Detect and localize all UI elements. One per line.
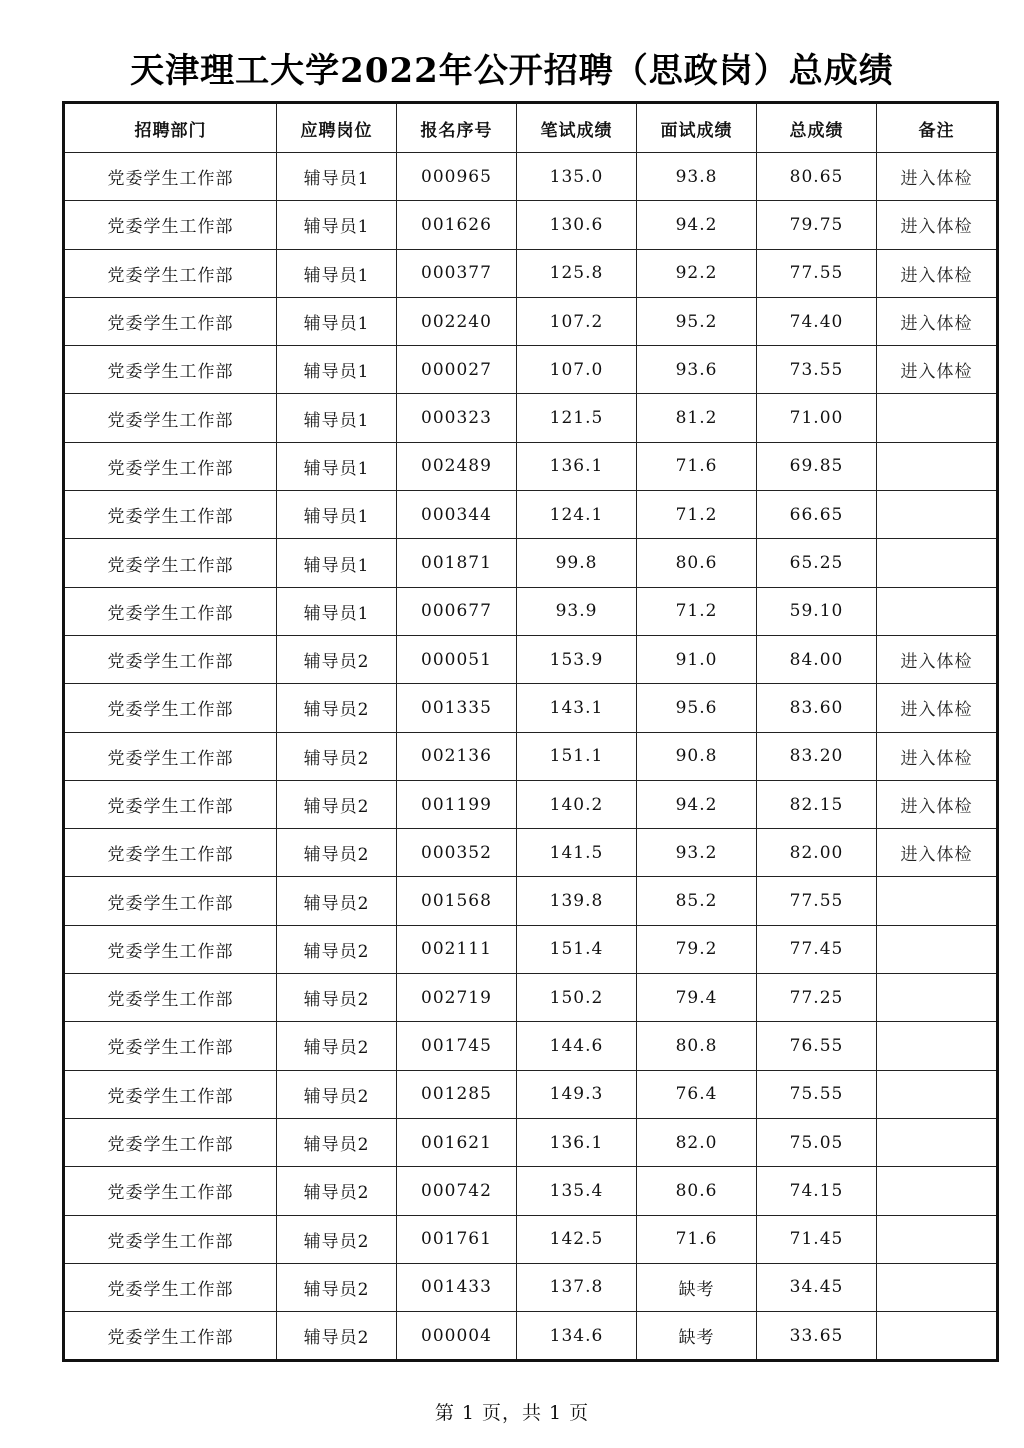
cell-interview: 95.6 xyxy=(637,684,757,732)
cell-total: 77.55 xyxy=(757,249,877,297)
cell-written: 149.3 xyxy=(517,1070,637,1118)
cell-interview: 缺考 xyxy=(637,1263,757,1311)
cell-note: 进入体检 xyxy=(877,780,998,828)
cell-dept: 党委学生工作部 xyxy=(64,539,277,587)
cell-note: 进入体检 xyxy=(877,829,998,877)
cell-position: 辅导员2 xyxy=(277,732,397,780)
cell-written: 135.0 xyxy=(517,153,637,201)
cell-position: 辅导员2 xyxy=(277,829,397,877)
cell-written: 151.1 xyxy=(517,732,637,780)
cell-total: 83.20 xyxy=(757,732,877,780)
cell-dept: 党委学生工作部 xyxy=(64,1022,277,1070)
cell-total: 34.45 xyxy=(757,1263,877,1311)
cell-position: 辅导员2 xyxy=(277,1022,397,1070)
cell-interview: 79.2 xyxy=(637,925,757,973)
cell-dept: 党委学生工作部 xyxy=(64,1312,277,1361)
cell-total: 74.15 xyxy=(757,1167,877,1215)
table-row xyxy=(64,1167,998,1215)
header-written: 笔试成绩 xyxy=(517,103,637,153)
table-row xyxy=(64,153,998,201)
cell-interview: 71.6 xyxy=(637,1215,757,1263)
cell-total: 77.25 xyxy=(757,974,877,1022)
cell-note: 进入体检 xyxy=(877,732,998,780)
cell-position: 辅导员1 xyxy=(277,153,397,201)
cell-total: 71.00 xyxy=(757,394,877,442)
table-row xyxy=(64,684,998,732)
cell-id: 001626 xyxy=(397,201,517,249)
cell-dept: 党委学生工作部 xyxy=(64,346,277,394)
cell-position: 辅导员1 xyxy=(277,442,397,490)
cell-written: 107.2 xyxy=(517,297,637,345)
cell-dept: 党委学生工作部 xyxy=(64,732,277,780)
cell-position: 辅导员2 xyxy=(277,877,397,925)
cell-dept: 党委学生工作部 xyxy=(64,394,277,442)
cell-written: 99.8 xyxy=(517,539,637,587)
cell-written: 136.1 xyxy=(517,1118,637,1166)
cell-note xyxy=(877,587,998,635)
cell-written: 141.5 xyxy=(517,829,637,877)
cell-interview: 93.6 xyxy=(637,346,757,394)
cell-id: 001433 xyxy=(397,1263,517,1311)
cell-interview: 76.4 xyxy=(637,1070,757,1118)
cell-id: 000323 xyxy=(397,394,517,442)
cell-interview: 71.2 xyxy=(637,491,757,539)
cell-interview: 92.2 xyxy=(637,249,757,297)
cell-id: 001335 xyxy=(397,684,517,732)
cell-note: 进入体检 xyxy=(877,684,998,732)
cell-total: 76.55 xyxy=(757,1022,877,1070)
cell-total: 77.45 xyxy=(757,925,877,973)
cell-position: 辅导员1 xyxy=(277,587,397,635)
table-row xyxy=(64,491,998,539)
cell-position: 辅导员1 xyxy=(277,249,397,297)
cell-written: 153.9 xyxy=(517,635,637,683)
cell-id: 002489 xyxy=(397,442,517,490)
cell-written: 151.4 xyxy=(517,925,637,973)
cell-total: 80.65 xyxy=(757,153,877,201)
table-row xyxy=(64,635,998,683)
cell-position: 辅导员1 xyxy=(277,297,397,345)
cell-note xyxy=(877,877,998,925)
cell-written: 142.5 xyxy=(517,1215,637,1263)
table-header-row xyxy=(64,103,998,153)
cell-position: 辅导员1 xyxy=(277,394,397,442)
table-row xyxy=(64,877,998,925)
cell-total: 75.05 xyxy=(757,1118,877,1166)
cell-position: 辅导员1 xyxy=(277,491,397,539)
cell-note xyxy=(877,442,998,490)
table-row xyxy=(64,297,998,345)
table-row xyxy=(64,1118,998,1166)
cell-total: 77.55 xyxy=(757,877,877,925)
cell-interview: 91.0 xyxy=(637,635,757,683)
cell-id: 001745 xyxy=(397,1022,517,1070)
cell-id: 000965 xyxy=(397,153,517,201)
cell-interview: 79.4 xyxy=(637,974,757,1022)
cell-total: 59.10 xyxy=(757,587,877,635)
cell-written: 121.5 xyxy=(517,394,637,442)
cell-position: 辅导员2 xyxy=(277,1118,397,1166)
table-row xyxy=(64,394,998,442)
cell-id: 000051 xyxy=(397,635,517,683)
table-row xyxy=(64,1022,998,1070)
cell-note xyxy=(877,1167,998,1215)
table-row xyxy=(64,539,998,587)
page-footer: 第 1 页，共 1 页 xyxy=(434,1402,590,1424)
cell-written: 125.8 xyxy=(517,249,637,297)
cell-position: 辅导员2 xyxy=(277,1070,397,1118)
cell-dept: 党委学生工作部 xyxy=(64,1167,277,1215)
cell-written: 136.1 xyxy=(517,442,637,490)
cell-interview: 93.2 xyxy=(637,829,757,877)
cell-id: 000377 xyxy=(397,249,517,297)
cell-total: 71.45 xyxy=(757,1215,877,1263)
cell-dept: 党委学生工作部 xyxy=(64,780,277,828)
table-row xyxy=(64,925,998,973)
cell-note xyxy=(877,1263,998,1311)
cell-interview: 93.8 xyxy=(637,153,757,201)
cell-note: 进入体检 xyxy=(877,201,998,249)
cell-note xyxy=(877,925,998,973)
cell-id: 000677 xyxy=(397,587,517,635)
cell-interview: 85.2 xyxy=(637,877,757,925)
cell-dept: 党委学生工作部 xyxy=(64,1118,277,1166)
cell-interview: 90.8 xyxy=(637,732,757,780)
cell-interview: 缺考 xyxy=(637,1312,757,1361)
cell-written: 135.4 xyxy=(517,1167,637,1215)
table-row xyxy=(64,201,998,249)
cell-note xyxy=(877,1118,998,1166)
cell-written: 124.1 xyxy=(517,491,637,539)
cell-note xyxy=(877,1070,998,1118)
table-row xyxy=(64,442,998,490)
header-total: 总成绩 xyxy=(757,103,877,153)
cell-dept: 党委学生工作部 xyxy=(64,1215,277,1263)
cell-position: 辅导员1 xyxy=(277,539,397,587)
cell-total: 79.75 xyxy=(757,201,877,249)
cell-dept: 党委学生工作部 xyxy=(64,684,277,732)
header-id: 报名序号 xyxy=(397,103,517,153)
cell-position: 辅导员2 xyxy=(277,925,397,973)
cell-total: 75.55 xyxy=(757,1070,877,1118)
cell-total: 73.55 xyxy=(757,346,877,394)
cell-total: 66.65 xyxy=(757,491,877,539)
cell-total: 83.60 xyxy=(757,684,877,732)
cell-interview: 81.2 xyxy=(637,394,757,442)
cell-id: 001568 xyxy=(397,877,517,925)
cell-interview: 82.0 xyxy=(637,1118,757,1166)
cell-position: 辅导员2 xyxy=(277,684,397,732)
table-row xyxy=(64,587,998,635)
table-row xyxy=(64,249,998,297)
cell-id: 001871 xyxy=(397,539,517,587)
cell-id: 002136 xyxy=(397,732,517,780)
cell-total: 65.25 xyxy=(757,539,877,587)
cell-interview: 94.2 xyxy=(637,780,757,828)
cell-dept: 党委学生工作部 xyxy=(64,491,277,539)
cell-dept: 党委学生工作部 xyxy=(64,153,277,201)
cell-written: 144.6 xyxy=(517,1022,637,1070)
cell-note: 进入体检 xyxy=(877,153,998,201)
table-row xyxy=(64,974,998,1022)
cell-position: 辅导员2 xyxy=(277,1215,397,1263)
cell-dept: 党委学生工作部 xyxy=(64,635,277,683)
cell-written: 130.6 xyxy=(517,201,637,249)
cell-id: 001199 xyxy=(397,780,517,828)
cell-position: 辅导员1 xyxy=(277,346,397,394)
cell-id: 000344 xyxy=(397,491,517,539)
cell-interview: 94.2 xyxy=(637,201,757,249)
cell-interview: 71.6 xyxy=(637,442,757,490)
cell-interview: 80.6 xyxy=(637,1167,757,1215)
cell-written: 143.1 xyxy=(517,684,637,732)
header-note: 备注 xyxy=(877,103,998,153)
cell-position: 辅导员2 xyxy=(277,635,397,683)
table-row xyxy=(64,829,998,877)
table-row xyxy=(64,1215,998,1263)
cell-note xyxy=(877,974,998,1022)
cell-interview: 80.8 xyxy=(637,1022,757,1070)
table-row xyxy=(64,346,998,394)
cell-written: 93.9 xyxy=(517,587,637,635)
cell-note xyxy=(877,1215,998,1263)
cell-position: 辅导员2 xyxy=(277,1312,397,1361)
table-row xyxy=(64,780,998,828)
cell-note: 进入体检 xyxy=(877,635,998,683)
cell-id: 002111 xyxy=(397,925,517,973)
cell-total: 84.00 xyxy=(757,635,877,683)
cell-dept: 党委学生工作部 xyxy=(64,201,277,249)
cell-id: 000352 xyxy=(397,829,517,877)
cell-dept: 党委学生工作部 xyxy=(64,297,277,345)
cell-note xyxy=(877,1312,998,1361)
header-interview: 面试成绩 xyxy=(637,103,757,153)
cell-note xyxy=(877,491,998,539)
cell-written: 150.2 xyxy=(517,974,637,1022)
cell-dept: 党委学生工作部 xyxy=(64,974,277,1022)
cell-note: 进入体检 xyxy=(877,249,998,297)
cell-total: 33.65 xyxy=(757,1312,877,1361)
page-title: 天津理工大学2022年公开招聘（思政岗）总成绩 xyxy=(130,51,894,91)
cell-dept: 党委学生工作部 xyxy=(64,1070,277,1118)
cell-id: 002240 xyxy=(397,297,517,345)
cell-dept: 党委学生工作部 xyxy=(64,877,277,925)
cell-written: 139.8 xyxy=(517,877,637,925)
cell-note: 进入体检 xyxy=(877,297,998,345)
cell-written: 137.8 xyxy=(517,1263,637,1311)
cell-dept: 党委学生工作部 xyxy=(64,1263,277,1311)
scores-table xyxy=(62,101,999,1362)
cell-total: 82.15 xyxy=(757,780,877,828)
header-dept: 招聘部门 xyxy=(64,103,277,153)
cell-position: 辅导员2 xyxy=(277,780,397,828)
cell-total: 82.00 xyxy=(757,829,877,877)
cell-position: 辅导员1 xyxy=(277,201,397,249)
cell-id: 000742 xyxy=(397,1167,517,1215)
cell-id: 002719 xyxy=(397,974,517,1022)
cell-note xyxy=(877,1022,998,1070)
cell-position: 辅导员2 xyxy=(277,1167,397,1215)
cell-note xyxy=(877,394,998,442)
cell-id: 001621 xyxy=(397,1118,517,1166)
cell-note: 进入体检 xyxy=(877,346,998,394)
cell-dept: 党委学生工作部 xyxy=(64,925,277,973)
cell-total: 69.85 xyxy=(757,442,877,490)
cell-id: 000004 xyxy=(397,1312,517,1361)
cell-interview: 95.2 xyxy=(637,297,757,345)
cell-dept: 党委学生工作部 xyxy=(64,249,277,297)
cell-position: 辅导员2 xyxy=(277,974,397,1022)
cell-position: 辅导员2 xyxy=(277,1263,397,1311)
cell-id: 001761 xyxy=(397,1215,517,1263)
header-position: 应聘岗位 xyxy=(277,103,397,153)
table-body xyxy=(64,153,998,1361)
cell-id: 001285 xyxy=(397,1070,517,1118)
cell-interview: 71.2 xyxy=(637,587,757,635)
table-row xyxy=(64,1312,998,1361)
cell-written: 134.6 xyxy=(517,1312,637,1361)
cell-total: 74.40 xyxy=(757,297,877,345)
cell-dept: 党委学生工作部 xyxy=(64,442,277,490)
cell-note xyxy=(877,539,998,587)
cell-id: 000027 xyxy=(397,346,517,394)
cell-written: 107.0 xyxy=(517,346,637,394)
cell-interview: 80.6 xyxy=(637,539,757,587)
table-row xyxy=(64,1070,998,1118)
cell-written: 140.2 xyxy=(517,780,637,828)
table-row xyxy=(64,732,998,780)
table-row xyxy=(64,1263,998,1311)
cell-dept: 党委学生工作部 xyxy=(64,829,277,877)
cell-dept: 党委学生工作部 xyxy=(64,587,277,635)
